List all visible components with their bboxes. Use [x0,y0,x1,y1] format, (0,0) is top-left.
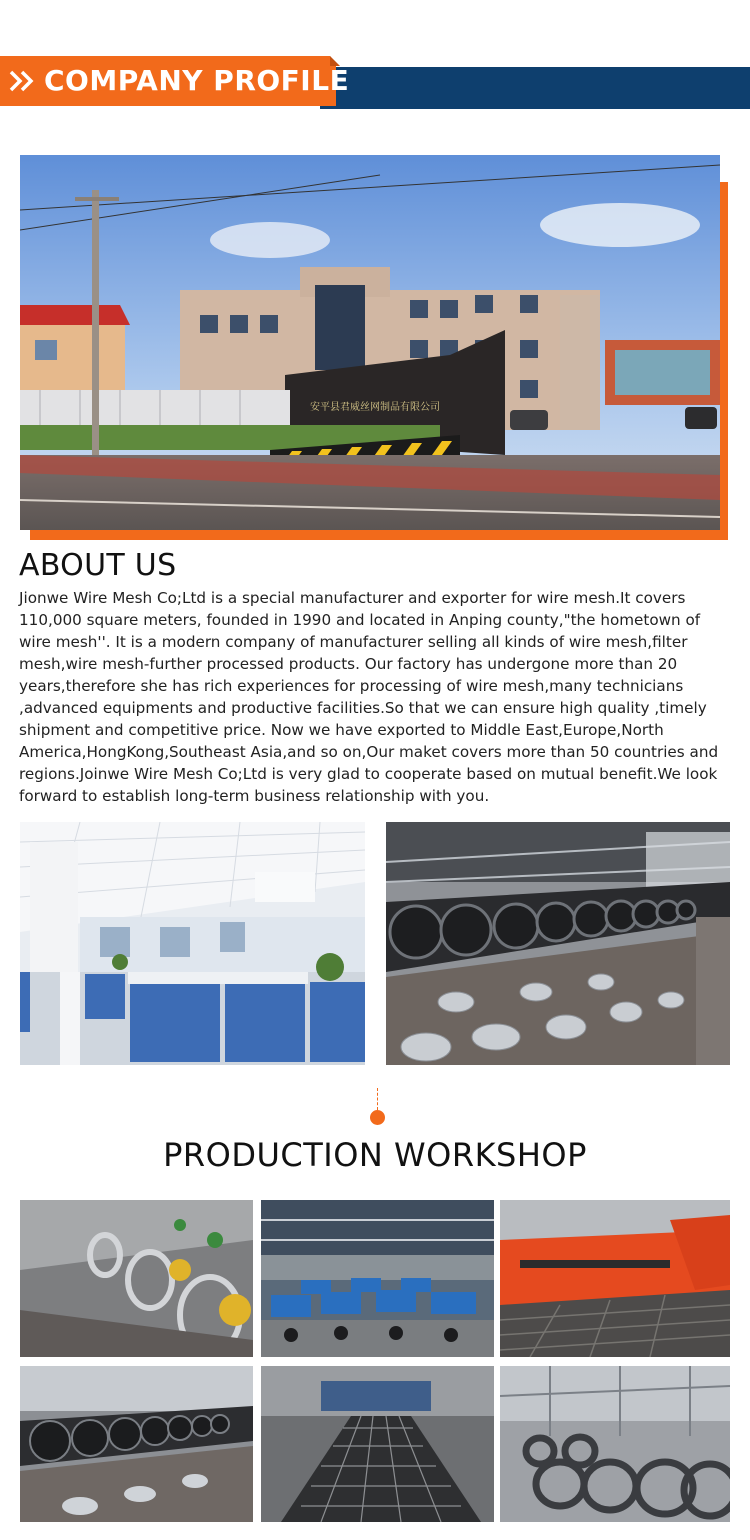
drawing-machine-photo [386,822,730,1065]
workshop-photo-wire-rolls [500,1366,730,1522]
workshop-photo-wire-coils [20,1200,253,1357]
office-photo [20,822,365,1065]
workshop-photo-mesh-panels [261,1366,494,1522]
production-workshop-heading: PRODUCTION WORKSHOP [163,1136,587,1174]
building-sign-text: 安平县君威丝网制品有限公司 [310,402,440,413]
section-divider-line [377,1088,378,1110]
section-title-company-profile: COMPANY PROFILE [44,64,350,97]
about-us-paragraph: Jionwe Wire Mesh Co;Ltd is a special manufacturer and exporter for wire mesh.It covers 110,000 square meters, founded in 1990 and located in Anping county,"the hometown of wire mesh''. It is a modern company of manufacturer selling all kinds of wire mesh,filter mesh,wire mesh-further processed products. Our factory has undergone more than 20 years,therefore she has rich experiences for processing of wire mesh,many technicians ,advanced equipments and productive facilities.So that we can ensure high quality ,timely shipment and competitive price. Now we have exported to Middle East,Europe,North America,HongKong,Southeast Asia,and so on,Our maket covers more than 50 countries and regions.Joinwe Wire Mesh Co;Ltd is very glad to cooperate based on mutual benefit.We look forward to establish long-term business relationship with you. [19,589,719,805]
workshop-photo-drawing-machines [20,1366,253,1522]
company-building-photo [20,155,720,530]
section-divider-dot [370,1110,385,1125]
company-profile-banner [0,56,750,110]
workshop-photo-welding-line [500,1200,730,1357]
about-us-heading: ABOUT US [19,548,177,583]
double-chevron-right-icon [8,69,38,93]
banner-blue-bar [320,67,750,109]
workshop-photo-looms [261,1200,494,1357]
